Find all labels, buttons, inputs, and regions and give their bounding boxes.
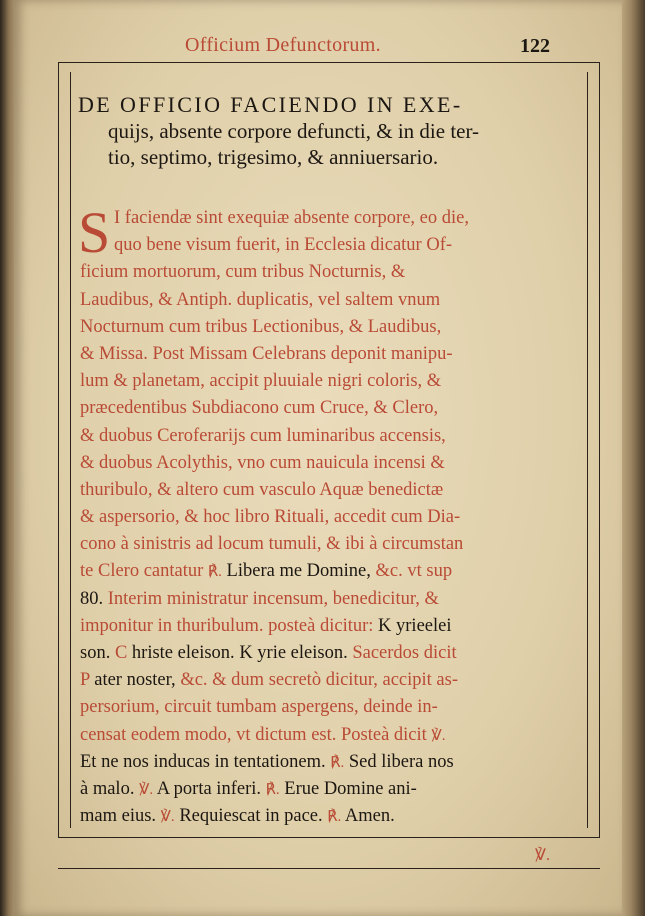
rubric-text: C <box>114 643 128 663</box>
rubric-text: te Clero cantatur <box>80 561 204 582</box>
text-line <box>80 613 576 640</box>
versicle-symbol: ℣. <box>431 727 446 744</box>
versicle-symbol: ℣. <box>160 809 175 826</box>
text-line <box>80 640 576 667</box>
rubric-text: imponitur in thuribulum. posteà dicitur: <box>80 615 374 636</box>
versicle-symbol: ℣. <box>139 781 154 798</box>
text-line: persorium, circuit tumbam aspergens, deinde in- <box>80 697 438 718</box>
black-text: K yrieelei <box>378 615 452 636</box>
rubric-text: Sacerdos dicit <box>352 643 457 663</box>
text-line <box>80 749 576 776</box>
black-text: son. <box>80 643 111 663</box>
black-text: A porta inferi. <box>156 778 261 799</box>
text-line: & duobus Acolythis, vno cum nauicula incensi & <box>80 452 445 473</box>
text-line: & aspersorio, & hoc libro Rituali, accedit cum Dia- <box>80 507 461 528</box>
text-line <box>80 776 576 803</box>
black-text: Requiescat in pace. <box>179 806 323 827</box>
response-symbol: ℟. <box>265 781 280 798</box>
response-symbol: ℟. <box>207 564 222 581</box>
black-text: Libera me Domine, <box>226 561 371 582</box>
black-text: hriste eleison. <box>131 643 235 663</box>
page-number: 122 <box>520 35 550 57</box>
running-head <box>70 34 610 60</box>
text-line: thuribulo, & altero cum vasculo Aquæ benedictæ <box>80 479 444 500</box>
rubric-text: &c. & dum secretò dicitur, accipit as- <box>180 670 459 691</box>
body-text <box>78 200 576 830</box>
text-line: cono à sinistris ad locum tumuli, & ibi à circumstan <box>80 534 464 555</box>
black-text: 80. <box>80 588 104 609</box>
catchword-versicle: ℣. <box>535 847 550 864</box>
text-line: & Missa. Post Missam Celebrans deponit manipu- <box>80 343 453 364</box>
response-symbol: ℟. <box>330 754 345 771</box>
book-page <box>14 0 622 916</box>
text-line: I faciendæ sint exequiæ absente corpore, eo die, <box>114 208 469 228</box>
text-line: ficium mortuorum, cum tribus Nocturnis, & <box>80 262 406 283</box>
running-head-title: Officium Defunctorum. <box>185 34 381 56</box>
black-text: ater noster, <box>94 670 176 691</box>
black-text: K yrie eleison. <box>239 643 348 663</box>
text-line <box>80 558 576 585</box>
text-line: Laudibus, & Antiph. duplicatis, vel saltem vnum <box>80 289 441 310</box>
response-symbol: ℟. <box>327 809 342 826</box>
black-text: mam eius. <box>80 806 157 827</box>
rubric-text: Interim ministratur incensum, benedicitur, & <box>107 588 439 609</box>
black-text: à malo. <box>80 778 135 799</box>
drop-capital: S <box>78 200 111 265</box>
text-line: quo bene visum fuerit, in Ecclesia dicatur Of- <box>114 235 453 256</box>
section-heading <box>78 92 582 170</box>
heading-line: DE OFFICIO FACIENDO IN EXE- <box>78 92 463 117</box>
heading-line: quijs, absente corpore defuncti, & in die ter- <box>108 119 480 143</box>
text-line: præcedentibus Subdiacono cum Cruce, & Clero, <box>80 398 439 419</box>
text-line <box>80 803 576 830</box>
black-text: Sed libera nos <box>348 751 454 772</box>
text-line <box>80 586 576 613</box>
black-text: Amen. <box>344 806 395 827</box>
rubric-text: &c. vt sup <box>375 561 453 582</box>
text-line: Nocturnum cum tribus Lectionibus, & Laudibus, <box>80 316 442 337</box>
rubric-text: censat eodem modo, vt dictum est. Posteà dicit <box>80 724 427 745</box>
text-line <box>80 722 576 749</box>
text-line: lum & planetam, accipit pluuiale nigri coloris, & <box>80 371 442 392</box>
text-line: & duobus Ceroferarijs cum luminaribus accensis, <box>80 425 446 446</box>
text-line <box>80 667 576 694</box>
bottom-rule <box>58 868 600 869</box>
rubric-text: P <box>80 670 90 691</box>
black-text: Erue Domine ani- <box>284 778 417 799</box>
black-text: Et ne nos inducas in tentationem. <box>80 751 326 772</box>
heading-line: tio, septimo, trigesimo, & anniuersario. <box>108 145 439 169</box>
